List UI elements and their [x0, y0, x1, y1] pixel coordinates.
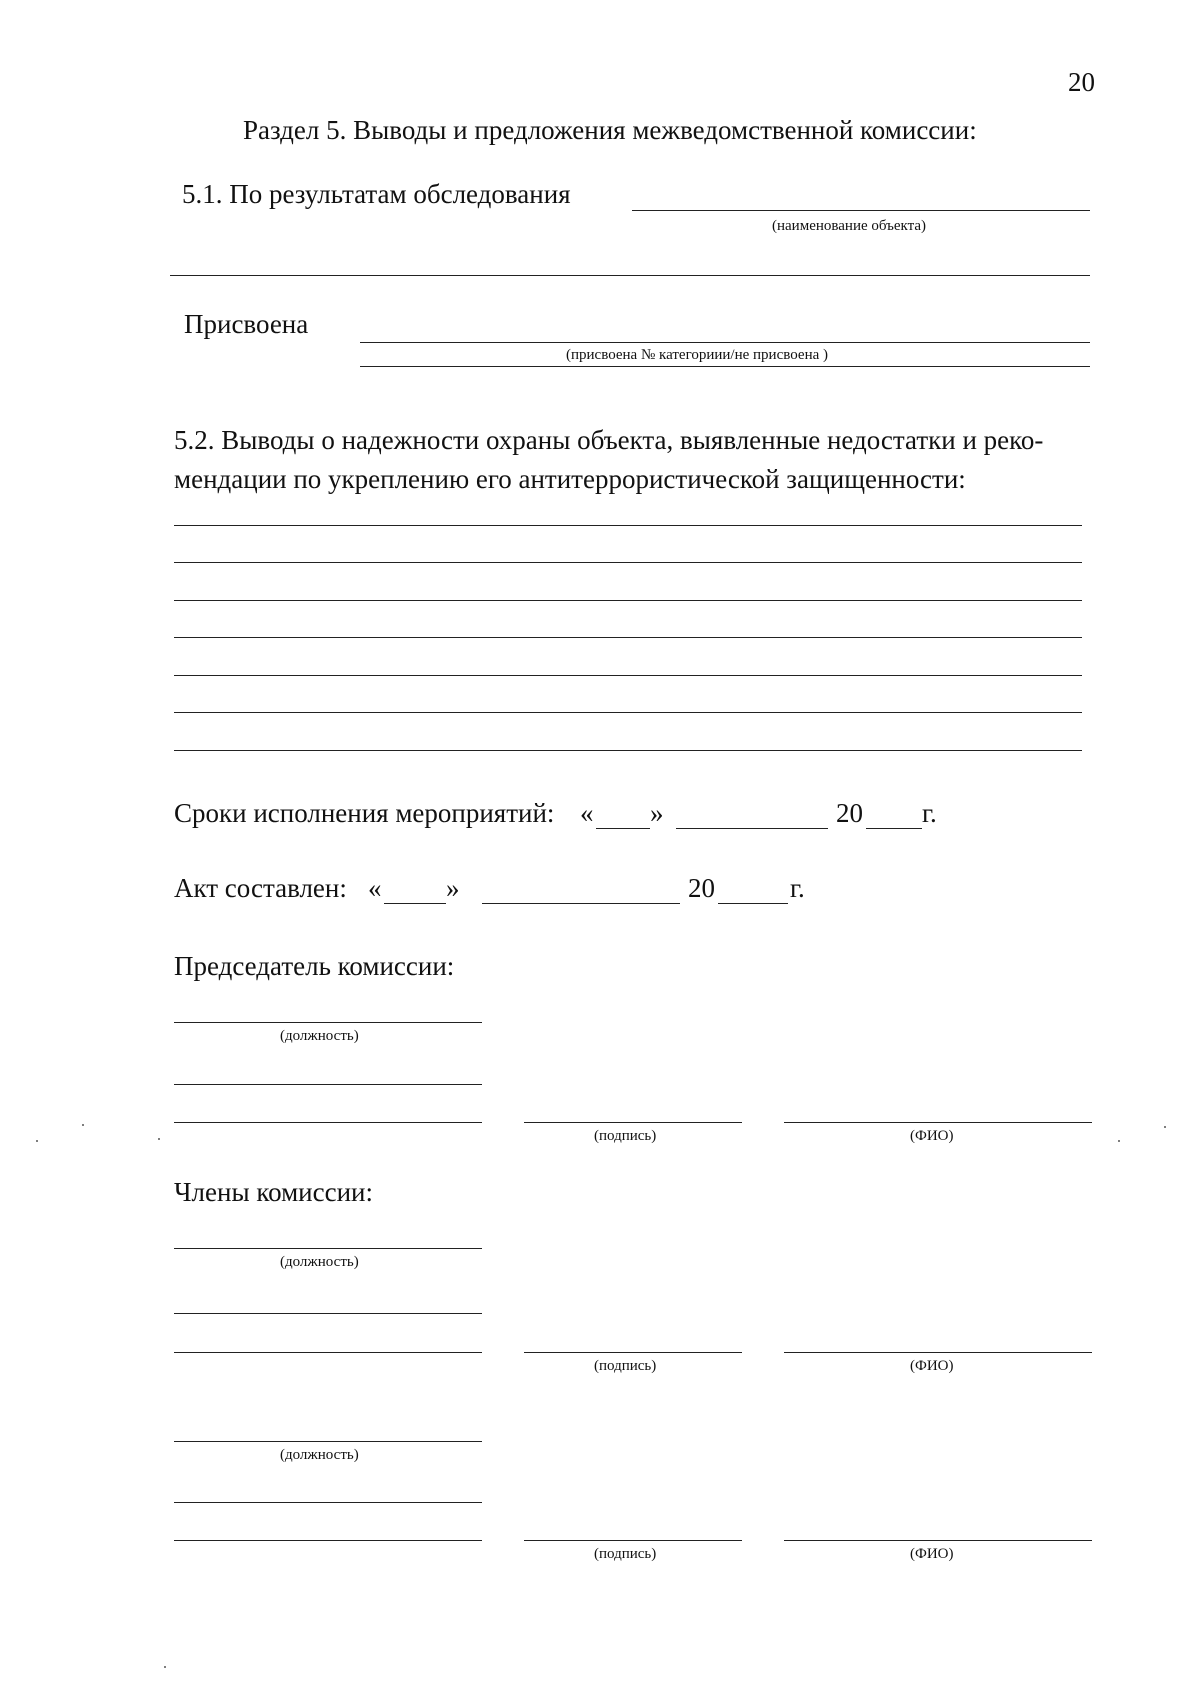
chairman-position-line-3[interactable]	[174, 1122, 482, 1123]
scan-speck	[164, 1666, 166, 1668]
act-open-quote: «	[368, 873, 382, 903]
act-close-quote: »	[446, 873, 460, 903]
chairman-name-line[interactable]	[784, 1122, 1092, 1123]
member-name-line[interactable]	[784, 1540, 1092, 1541]
assigned-label: Присвоена	[184, 309, 309, 339]
object-name-caption: (наименование объекта)	[772, 218, 927, 234]
member-position-caption: (должность)	[280, 1447, 359, 1463]
deadline-year-prefix: 20	[836, 798, 863, 828]
chairman-heading: Председатель комиссии:	[174, 951, 455, 981]
act-month-line[interactable]	[482, 903, 680, 904]
member-name-line[interactable]	[784, 1352, 1092, 1353]
member-position-caption: (должность)	[280, 1254, 359, 1270]
member-name-caption: (ФИО)	[910, 1358, 954, 1374]
deadline-open-quote: «	[580, 798, 594, 828]
scan-speck	[1164, 1126, 1166, 1128]
member-position-line[interactable]	[174, 1248, 482, 1249]
category-line[interactable]	[360, 342, 1090, 343]
conclusions-line[interactable]	[174, 637, 1082, 638]
chairman-signature-caption: (подпись)	[594, 1128, 657, 1144]
member-position-line-3[interactable]	[174, 1540, 482, 1541]
members-heading: Члены комиссии:	[174, 1177, 373, 1207]
member-name-caption: (ФИО)	[910, 1546, 954, 1562]
conclusions-line[interactable]	[174, 712, 1082, 713]
scan-speck	[1118, 1140, 1120, 1142]
member-signature-line[interactable]	[524, 1540, 742, 1541]
category-line-2[interactable]	[360, 366, 1090, 367]
member-signature-caption: (подпись)	[594, 1358, 657, 1374]
act-year-prefix: 20	[688, 873, 715, 903]
act-year-suffix: г.	[790, 873, 805, 903]
section-title: Раздел 5. Выводы и предложения межведомственной комиссии:	[243, 115, 977, 145]
chairman-position-line[interactable]	[174, 1022, 482, 1023]
chairman-name-caption: (ФИО)	[910, 1128, 954, 1144]
chairman-position-caption: (должность)	[280, 1028, 359, 1044]
scan-speck	[158, 1138, 160, 1140]
deadline-month-line[interactable]	[676, 828, 828, 829]
member-position-line-2[interactable]	[174, 1313, 482, 1314]
member-signature-caption: (подпись)	[594, 1546, 657, 1562]
deadline-year-line[interactable]	[866, 828, 922, 829]
item-5-2-line-1: 5.2. Выводы о надежности охраны объекта, выявленные недостатки и реко-	[174, 425, 1044, 455]
act-label: Акт составлен:	[174, 873, 347, 903]
member-signature-line[interactable]	[524, 1352, 742, 1353]
act-day-line[interactable]	[384, 903, 446, 904]
chairman-signature-line[interactable]	[524, 1122, 742, 1123]
act-year-line[interactable]	[718, 903, 788, 904]
deadline-close-quote: »	[650, 798, 664, 828]
deadline-day-line[interactable]	[596, 828, 650, 829]
object-name-line[interactable]	[632, 210, 1090, 211]
conclusions-line[interactable]	[174, 525, 1082, 526]
object-name-line-2[interactable]	[170, 275, 1090, 276]
deadline-label: Сроки исполнения мероприятий:	[174, 798, 555, 828]
chairman-position-line-2[interactable]	[174, 1084, 482, 1085]
scan-speck	[36, 1140, 38, 1142]
page-number: 20	[1068, 67, 1095, 97]
category-caption: (присвоена № категориии/не присвоена )	[566, 347, 828, 363]
member-position-line-3[interactable]	[174, 1352, 482, 1353]
member-position-line-2[interactable]	[174, 1502, 482, 1503]
conclusions-line[interactable]	[174, 675, 1082, 676]
item-5-1-label: 5.1. По результатам обследования	[182, 179, 571, 209]
scan-speck	[82, 1124, 84, 1126]
conclusions-line[interactable]	[174, 750, 1082, 751]
deadline-year-suffix: г.	[922, 798, 937, 828]
item-5-2-line-2: мендации по укреплению его антитеррористической защищенности:	[174, 464, 966, 494]
member-position-line[interactable]	[174, 1441, 482, 1442]
conclusions-line[interactable]	[174, 562, 1082, 563]
conclusions-line[interactable]	[174, 600, 1082, 601]
